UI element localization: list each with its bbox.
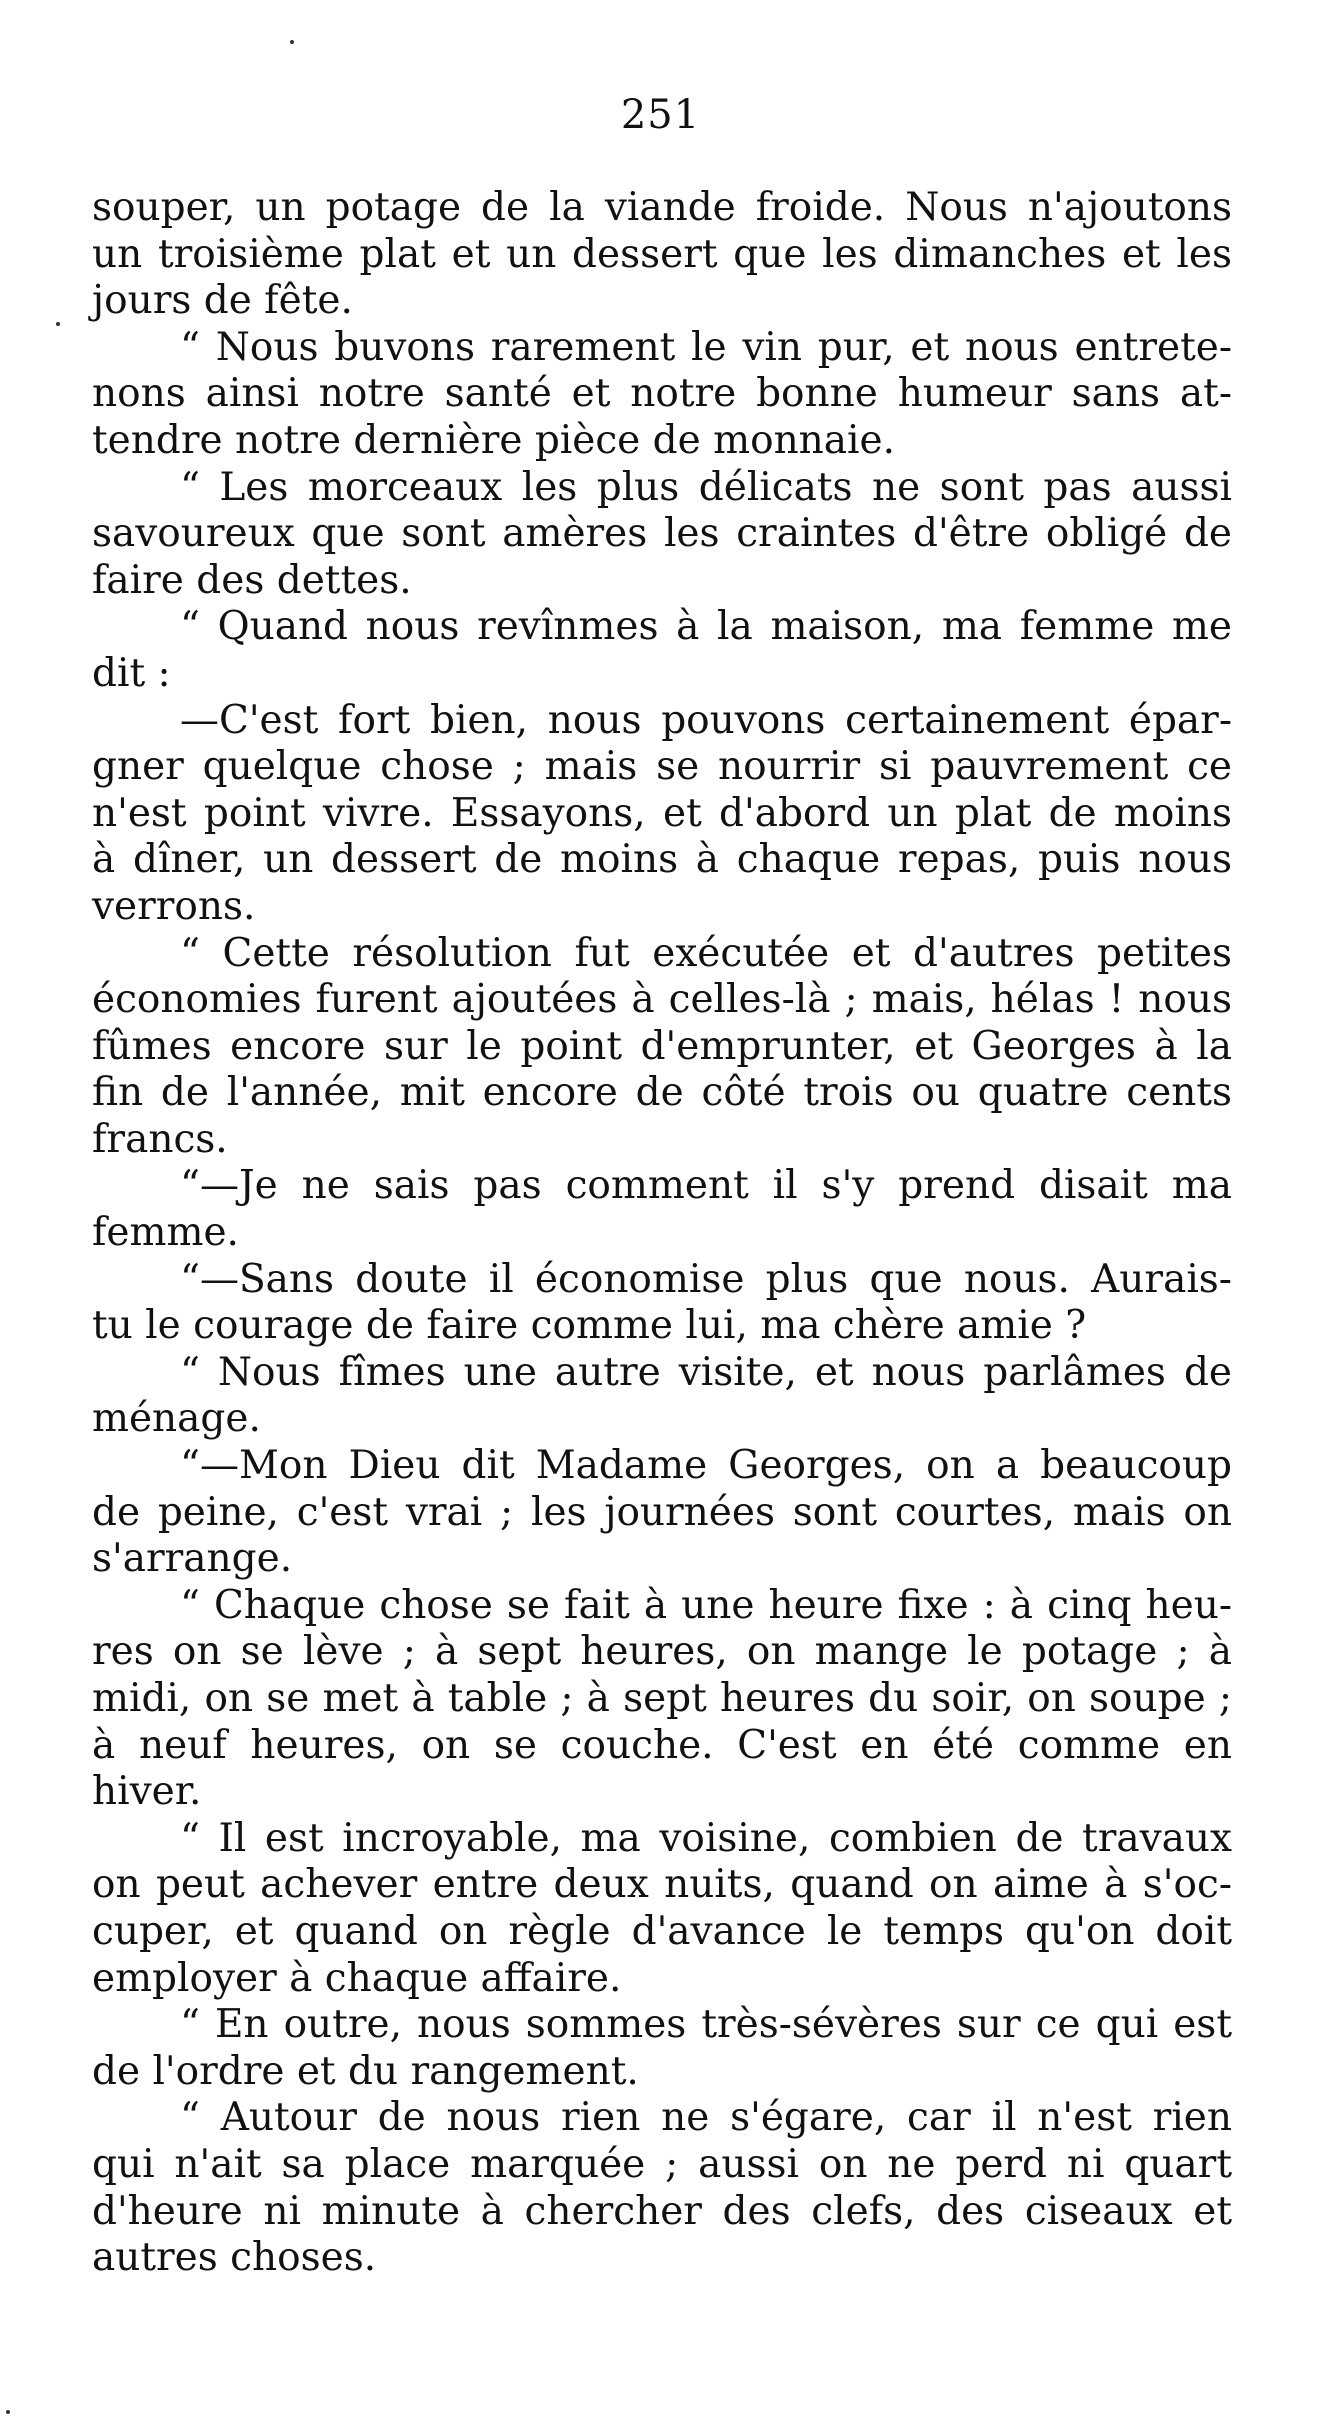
text-line: qui n'ait sa place marquée ; aussi on ne perd ni quart (92, 2141, 1232, 2187)
text-line: “ Nous buvons rarement le vin pur, et nous entrete- (180, 324, 1232, 370)
text-line: faire des dettes. (92, 557, 412, 603)
text-line: de peine, c'est vrai ; les journées sont courtes, mais on (92, 1489, 1232, 1535)
text-line: à dîner, un dessert de moins à chaque repas, puis nous (92, 837, 1232, 883)
text-line: ménage. (92, 1396, 261, 1442)
text-line: “ Nous fîmes une autre visite, et nous parlâmes de (180, 1349, 1232, 1395)
text-line: nons ainsi notre santé et notre bonne humeur sans at- (92, 371, 1232, 417)
text-line: fin de l'année, mit encore de côté trois ou quatre cents (92, 1070, 1232, 1116)
text-line: s'arrange. (92, 1536, 293, 1582)
text-line: femme. (92, 1210, 239, 1256)
text-line: on peut achever entre deux nuits, quand on aime à s'oc- (92, 1862, 1232, 1908)
text-line: dit : (92, 650, 171, 696)
text-line: n'est point vivre. Essayons, et d'abord un plat de moins (92, 790, 1232, 836)
text-line: jours de fête. (92, 278, 353, 324)
text-line: d'heure ni minute à chercher des clefs, des ciseaux et (92, 2188, 1232, 2234)
text-line: “ Chaque chose se fait à une heure fixe : à cinq heu- (180, 1582, 1232, 1628)
text-line: à neuf heures, on se couche. C'est en été comme en (92, 1722, 1232, 1768)
text-line: “—Sans doute il économise plus que nous. Aurais- (180, 1256, 1232, 1302)
text-line: économies furent ajoutées à celles-là ; mais, hélas ! nous (92, 977, 1232, 1023)
text-line: tu le courage de faire comme lui, ma chère amie ? (92, 1303, 1087, 1349)
text-line: “ Les morceaux les plus délicats ne sont pas aussi (180, 464, 1232, 510)
text-line: gner quelque chose ; mais se nourrir si pauvrement ce (92, 744, 1232, 790)
text-line: francs. (92, 1116, 228, 1162)
text-line: “ Cette résolution fut exécutée et d'autres petites (180, 930, 1232, 976)
text-line: fûmes encore sur le point d'emprunter, et Georges à la (92, 1023, 1232, 1069)
text-line: verrons. (92, 883, 256, 929)
text-line: cuper, et quand on règle d'avance le temps qu'on doit (92, 1908, 1232, 1954)
text-line: “—Je ne sais pas comment il s'y prend disait ma (180, 1163, 1232, 1209)
text-line: midi, on se met à table ; à sept heures du soir, on soupe ; (92, 1676, 1232, 1721)
body-text (92, 185, 1232, 2282)
print-speck (290, 40, 294, 44)
text-line: “ En outre, nous sommes très-sévères sur ce qui est (180, 2002, 1232, 2048)
text-line: res on se lève ; à sept heures, on mange le potage ; à (92, 1629, 1232, 1675)
text-line: “ Quand nous revînmes à la maison, ma femme me (180, 604, 1232, 650)
text-line: “ Il est incroyable, ma voisine, combien de travaux (180, 1815, 1232, 1861)
text-line: savoureux que sont amères les craintes d'être obligé de (92, 511, 1232, 557)
text-line: “ Autour de nous rien ne s'égare, car il n'est rien (180, 2095, 1232, 2141)
page-number: 251 (620, 92, 701, 138)
text-line: employer à chaque affaire. (92, 1955, 622, 2001)
text-line: tendre notre dernière pièce de monnaie. (92, 417, 896, 463)
text-line: de l'ordre et du rangement. (92, 2048, 639, 2094)
text-line: hiver. (92, 1769, 202, 1815)
text-line: souper, un potage de la viande froide. Nous n'ajoutons (92, 185, 1232, 230)
text-line: “—Mon Dieu dit Madame Georges, on a beaucoup (180, 1443, 1232, 1489)
text-line: —C'est fort bien, nous pouvons certainement épar- (180, 697, 1232, 743)
text-line: autres choses. (92, 2235, 377, 2281)
print-speck (6, 2410, 10, 2414)
print-speck (56, 322, 60, 326)
text-line: un troisième plat et un dessert que les dimanches et les (92, 231, 1232, 277)
